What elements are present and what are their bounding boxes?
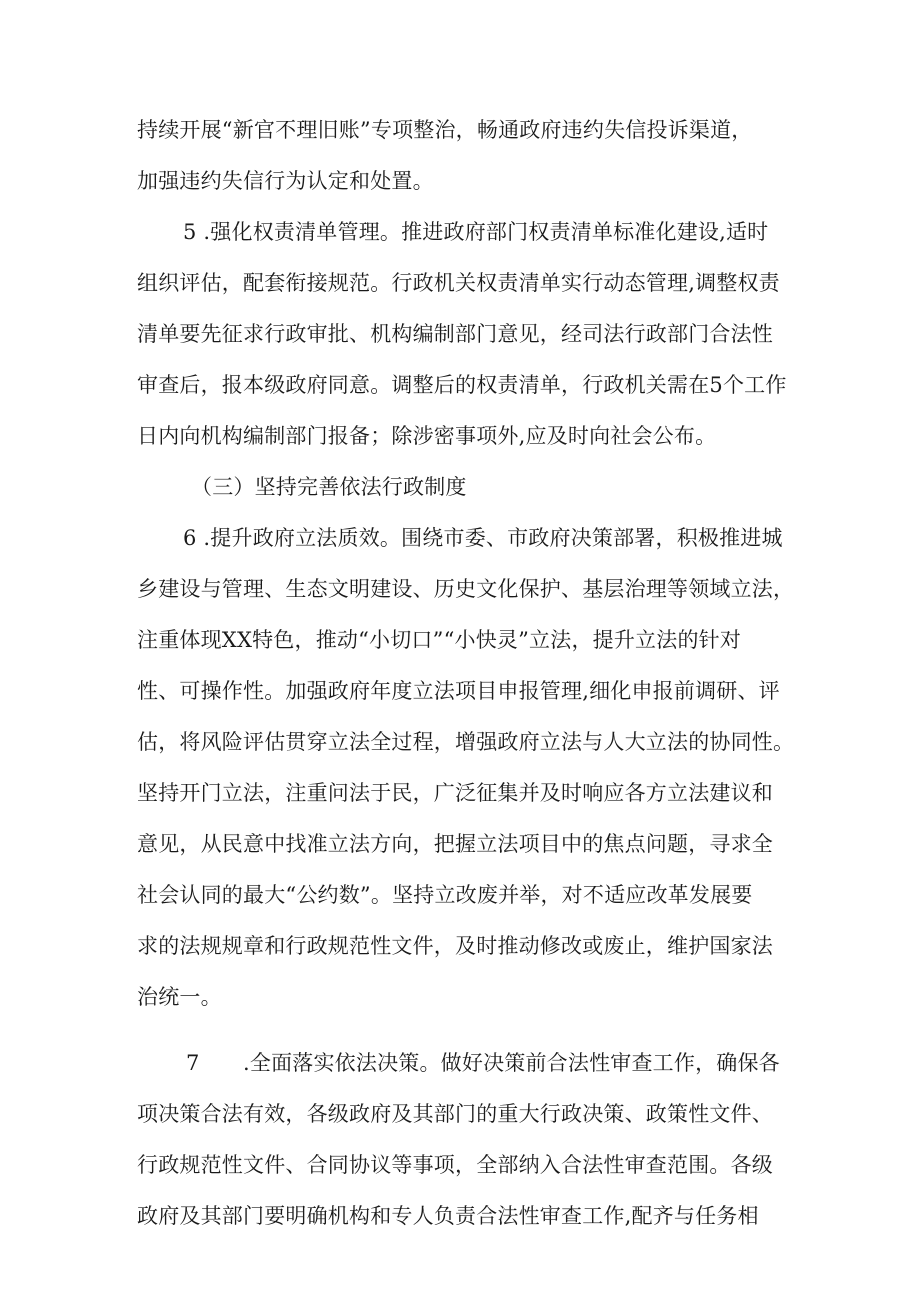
text-line: 政府及其部门要明确机构和专人负责合法性审查工作,配齐与任务相 (137, 1204, 759, 1228)
text-line: 估，将风险评估贯穿立法全过程，增强政府立法与人大立法的协同性。 (137, 730, 795, 754)
text-line: 社会认同的最大“公约数”。坚持立改废并举，对不适应改革发展要 (137, 883, 753, 907)
text-line: 性、可操作性。加强政府年度立法项目申报管理,细化申报前调研、评 (137, 679, 780, 703)
text-line: 日内向机构编制部门报备；除涉密事项外,应及时向社会公布。 (137, 424, 717, 448)
text-line: 组织评估，配套衔接规范。行政机关权责清单实行动态管理,调整权责 (137, 271, 780, 295)
text-line: 清单要先征求行政审批、机构编制部门意见，经司法行政部门合法性 (137, 322, 773, 346)
item-number: 7 (186, 1051, 200, 1075)
text-line: 审查后，报本级政府同意。调整后的权责清单，行政机关需在5个工作 (137, 373, 787, 397)
text-line: 5 .强化权责清单管理。推进政府部门权责清单标准化建设,适时 (183, 220, 769, 244)
text-line: 乡建设与管理、生态文明建设、历史文化保护、基层治理等领域立法， (137, 577, 795, 601)
text-line: 求的法规规章和行政规范性文件，及时推动修改或废止，维护国家法 (137, 934, 773, 958)
text-line: 治统一。 (137, 985, 222, 1009)
text-line: 6 .提升政府立法质效。围绕市委、市政府决策部署，积极推进城 (183, 526, 783, 550)
text-line: 持续开展“新官不理旧账”专项整治，畅通政府违约失信投诉渠道， (137, 118, 753, 142)
section-heading: （三）坚持完善依法行政制度 (191, 475, 467, 499)
text-line: 坚持开门立法，注重问法于民，广泛征集并及时响应各方立法建议和 (137, 781, 773, 805)
text-line: 行政规范性文件、合同协议等事项，全部纳入合法性审查范围。各级 (137, 1153, 773, 1177)
text-line: 加强违约失信行为认定和处置。 (137, 169, 434, 193)
text-line: 项决策合法有效，各级政府及其部门的重大行政决策、政策性文件、 (137, 1102, 773, 1126)
text-line: 注重体现XX特色，推动“小切口”“小快灵”立法，提升立法的针对 (137, 628, 742, 652)
text-line: 意见，从民意中找准立法方向，把握立法项目中的焦点问题，寻求全 (137, 832, 773, 856)
text-line: .全面落实依法决策。做好决策前合法性审查工作，确保各 (243, 1051, 780, 1075)
